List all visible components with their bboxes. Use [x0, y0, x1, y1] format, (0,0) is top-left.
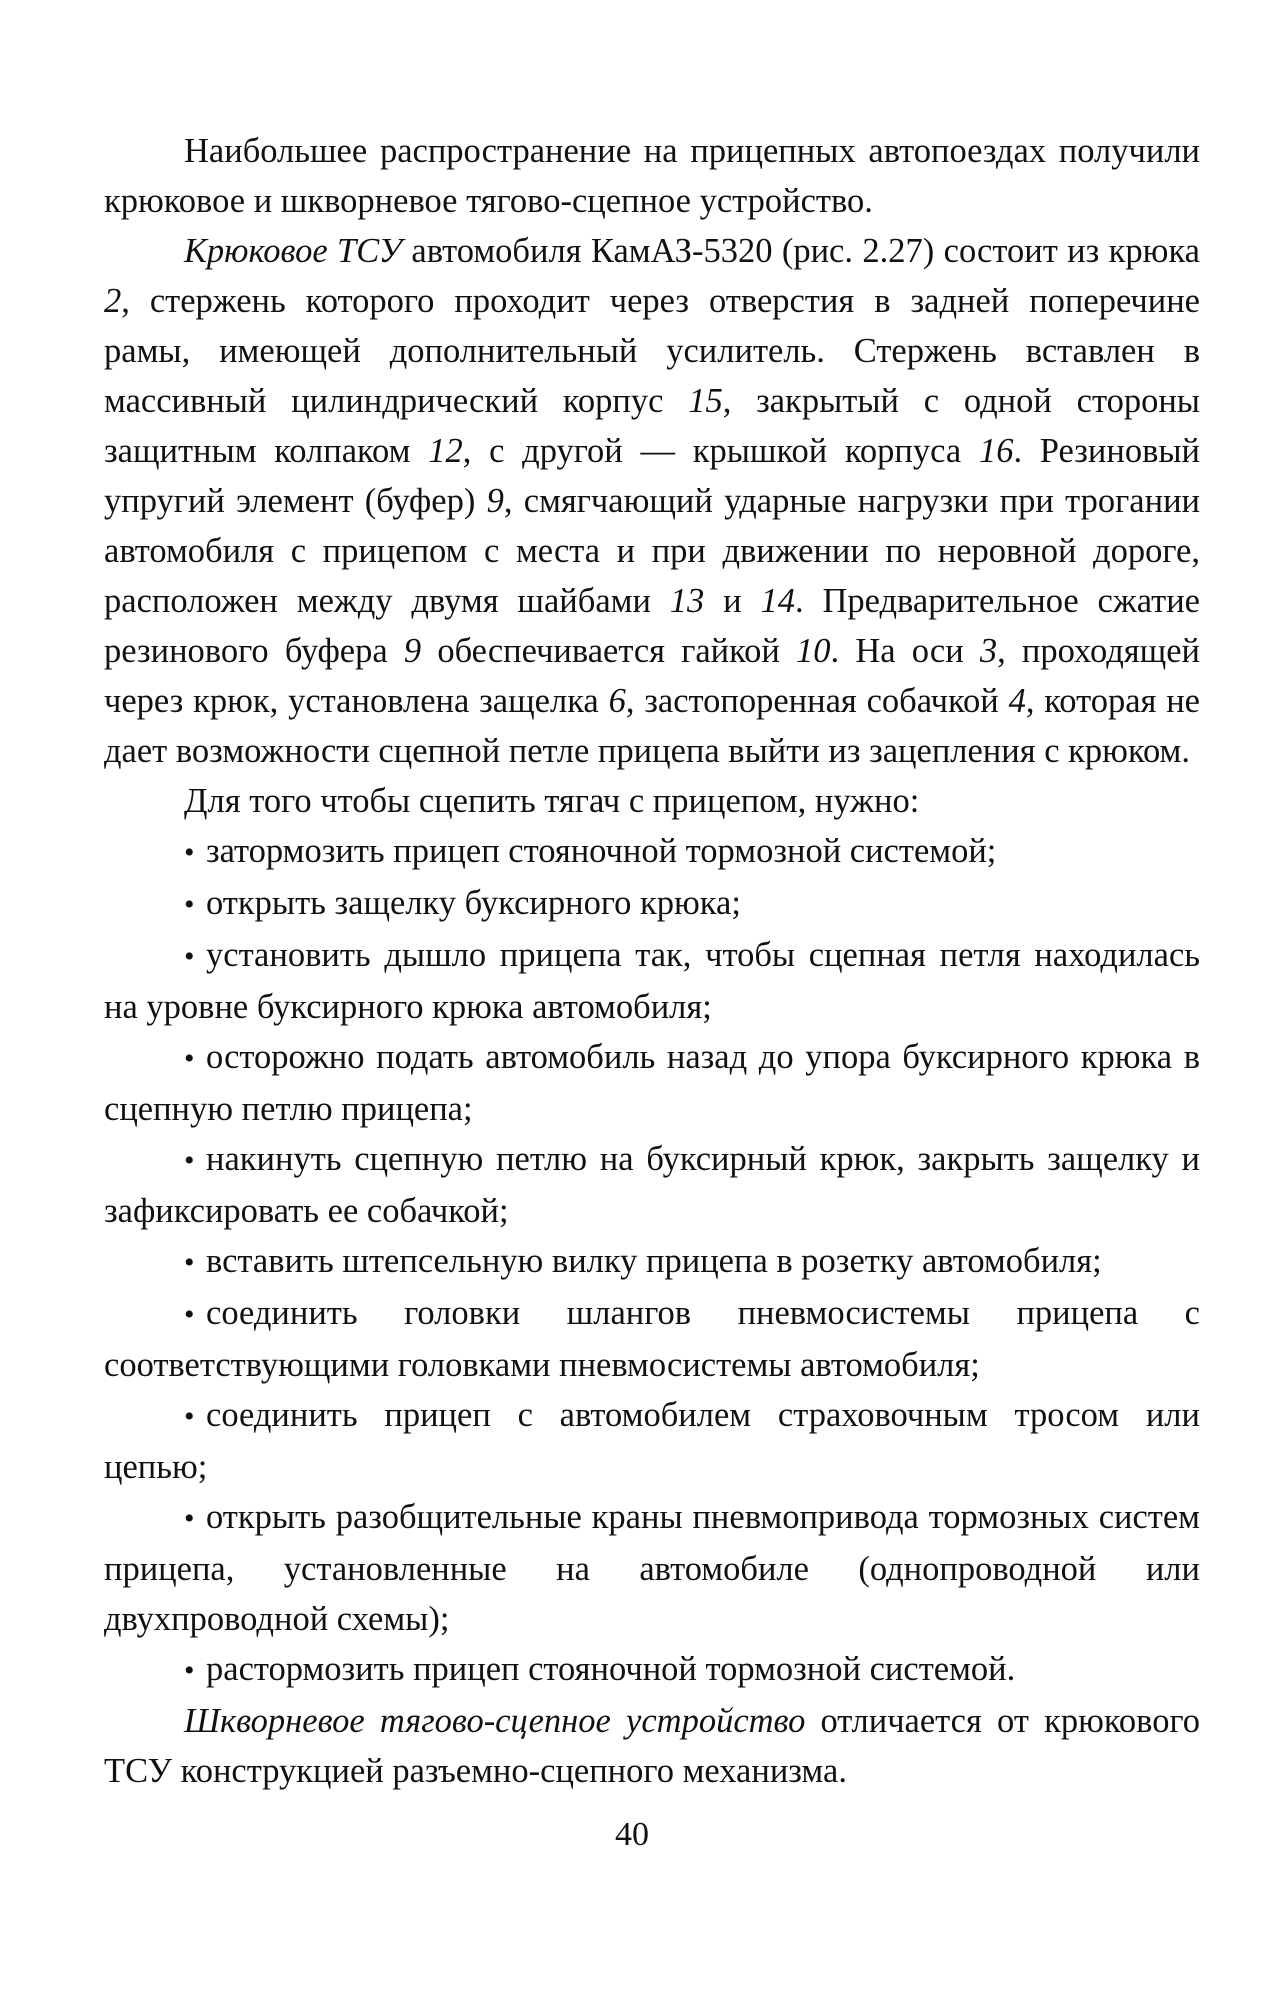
list-item-text: осторожно подать автомобиль назад до упора буксирного крюка в сцепную петлю прицепа; — [104, 1038, 1200, 1128]
list-item-text: установить дышло прицепа так, чтобы сцепная петля находилась на уровне буксирного крюка автомобиля; — [104, 936, 1200, 1026]
part-ref: 9 — [403, 632, 422, 670]
text-segment: , застопоренная собачкой — [625, 682, 1009, 720]
part-ref: 10 — [796, 632, 831, 670]
list-item — [104, 1288, 1200, 1390]
list-item — [104, 826, 1200, 878]
bullet-icon — [184, 1236, 206, 1288]
bullet-icon — [184, 1134, 206, 1186]
bullet-icon — [184, 1644, 206, 1696]
part-ref: 6 — [608, 682, 626, 720]
intro-text: Наибольшее распространение на прицепных автопоездах получили крюковое и шкворневое тягово-сцепное устройство. — [104, 132, 1200, 220]
text-segment: , проходящей через крюк, установлена защелка — [104, 632, 1200, 720]
steps-intro-text: Для того чтобы сцепить тягач с прицепом, нужно: — [184, 782, 920, 820]
part-ref: 2 — [104, 282, 122, 320]
page-number: 40 — [615, 1816, 649, 1853]
part-ref: 4 — [1008, 682, 1026, 720]
part-ref: 9 — [486, 482, 504, 520]
body-text — [104, 126, 1200, 1796]
list-item-text: накинуть сцепную петлю на буксирный крюк, закрыть защелку и зафиксировать ее собачкой; — [104, 1140, 1200, 1230]
bullet-icon — [184, 878, 206, 930]
list-item — [104, 1492, 1200, 1644]
list-item-text: вставить штепсельную вилку прицепа в розетку автомобиля; — [206, 1242, 1102, 1280]
term-hook-tsu: Крюковое ТСУ — [184, 232, 402, 270]
part-ref: 3 — [979, 632, 998, 670]
part-ref: 15 — [688, 382, 723, 420]
paragraph-hook-tsu — [104, 226, 1200, 776]
text-segment: , с другой — крышкой корпуса — [462, 432, 979, 470]
list-item — [104, 930, 1200, 1032]
part-ref: 14 — [760, 582, 795, 620]
list-item — [104, 1390, 1200, 1492]
paragraph-kingpin — [104, 1696, 1200, 1796]
text-segment: , стержень которого проходит через отверстия в задней поперечине рамы, имеющей дополнительный усилитель. Стержень вставлен в массивный цилиндрический корпус — [104, 282, 1200, 420]
list-item — [104, 1644, 1200, 1696]
text-segment: . На оси — [830, 632, 980, 670]
text-segment: и — [704, 582, 761, 620]
bullet-icon — [184, 826, 206, 878]
bullet-icon — [184, 1390, 206, 1442]
text-segment: , которая не дает возможности сцепной петле прицепа выйти из зацепления с крюком. — [104, 682, 1200, 770]
list-item — [104, 878, 1200, 930]
text-segment: , смягчающий ударные нагрузки при трогании автомобиля с прицепом с места и при движении по неровной дороге, расположен между двумя шайбами — [104, 482, 1200, 620]
term-kingpin-tsu: Шкворневое тягово-сцепное устройство — [184, 1702, 806, 1740]
bullet-icon — [184, 930, 206, 982]
list-item-text: соединить головки шлангов пневмосистемы прицепа с соответствующими головками пневмосистемы автомобиля; — [104, 1294, 1200, 1384]
list-item — [104, 1236, 1200, 1288]
list-item-text: открыть разобщительные краны пневмопривода тормозных систем прицепа, установленные на автомобиле (однопроводной или двухпроводной схемы); — [104, 1498, 1200, 1638]
bullet-icon — [184, 1032, 206, 1084]
list-item-text: затормозить прицеп стояночной тормозной системой; — [206, 832, 997, 870]
text-segment: отличается от крюкового ТСУ конструкцией разъемно-сцепного механизма. — [104, 1702, 1200, 1790]
text-segment: , закрытый с одной стороны защитным колпаком — [104, 382, 1200, 470]
list-item-text: открыть защелку буксирного крюка; — [206, 884, 741, 922]
bullet-icon — [184, 1288, 206, 1340]
part-ref: 13 — [669, 582, 705, 620]
text-segment: . Предварительное сжатие резинового буфера — [104, 582, 1200, 670]
list-item-text: растормозить прицеп стояночной тормозной системой. — [206, 1650, 1016, 1688]
text-segment: автомобиля КамАЗ-5320 (рис. 2.27) состоит из крюка — [402, 232, 1200, 270]
paragraph-steps-intro — [104, 776, 1200, 826]
list-item — [104, 1134, 1200, 1236]
list-item — [104, 1032, 1200, 1134]
bullet-icon — [184, 1492, 206, 1544]
paragraph-intro — [104, 126, 1200, 226]
text-segment: обеспечивается гайкой — [421, 632, 797, 670]
list-item-text: соединить прицеп с автомобилем страховочным тросом или цепью; — [104, 1396, 1200, 1486]
text-segment: . Резиновый упругий элемент (буфер) — [104, 432, 1200, 520]
part-ref: 12 — [428, 432, 463, 470]
part-ref: 16 — [978, 432, 1014, 470]
